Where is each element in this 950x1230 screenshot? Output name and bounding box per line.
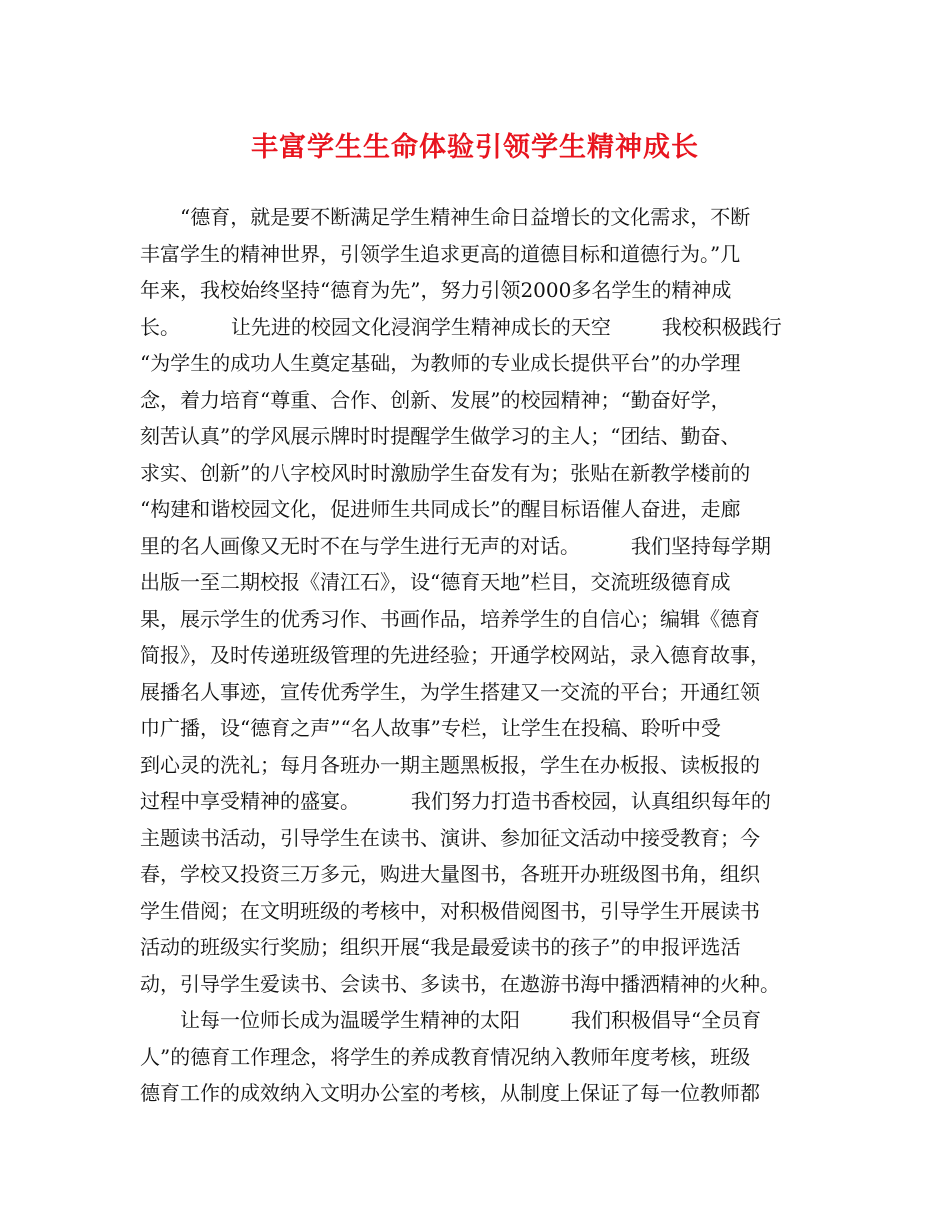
body-line: 展播名人事迹，宣传优秀学生，为学生搭建又一交流的平台；开通红领 (140, 679, 760, 704)
body-line: 出版一至二期校报《清江石》，设“德育天地”栏目，交流班级德育成 (140, 570, 731, 594)
body-line: 德育工作的成效纳入文明办公室的考核，从制度上保证了每一位教师都 (140, 1081, 760, 1105)
body-line: 里的名人画像又无时不在与学生进行无声的对话。 我们坚持每学期 (140, 533, 771, 558)
body-line: 简报》，及时传递班级管理的先进经验；开通学校网站，录入德育故事， (140, 643, 770, 667)
body-line: 到心灵的洗礼；每月各班办一期主题黑板报，学生在办板报、读板报的 (140, 752, 760, 777)
body-line: 活动的班级实行奖励；组织开展“我是最爱读书的孩子”的申报评选活 (140, 935, 741, 959)
body-line: 刻苦认真”的学风展示牌时时提醒学生做学习的主人；“团结、勤奋、 (140, 424, 741, 448)
body-line: 长。 让先进的校园文化浸润学生精神成长的天空 我校积极践行 (140, 314, 782, 339)
body-line: 念，着力培育“尊重、合作、创新、发展”的校园精神；“勤奋好学， (140, 387, 731, 412)
body-line: “德育，就是要不断满足学生精神生命日益增长的文化需求，不断 (180, 205, 751, 229)
body-line: 果，展示学生的优秀习作、书画作品，培养学生的自信心；编辑《德育 (140, 606, 760, 631)
body-line: 春，学校又投资三万多元，购进大量图书，各班开办班级图书角，组织 (140, 862, 760, 886)
document-title: 丰富学生生命体验引领学生精神成长 (251, 132, 699, 163)
body-line: 学生借阅；在文明班级的考核中，对积极借阅图书，引导学生开展读书 (140, 898, 760, 923)
body-line: 丰富学生的精神世界，引领学生追求更高的道德目标和道德行为。”几 (140, 241, 741, 266)
body-line: 主题读书活动，引导学生在读书、演讲、参加征文活动中接受教育；今 (140, 825, 760, 850)
body-line: “为学生的成功人生奠定基础，为教师的专业成长提供平台”的办学理 (140, 351, 741, 375)
body-line: 动，引导学生爱读书、会读书、多读书，在遨游书海中播洒精神的火种。 (140, 971, 780, 996)
body-line: 人”的德育工作理念，将学生的养成教育情况纳入教师年度考核，班级 (140, 1044, 751, 1069)
document-body (140, 199, 830, 1112)
body-line: “构建和谐校园文化，促进师生共同成长”的醒目标语催人奋进，走廊 (140, 497, 741, 521)
body-line: 过程中享受精神的盛宴。 我们努力打造书香校园，认真组织每年的 (140, 789, 771, 813)
body-line: 年来，我校始终坚持“德育为先”，努力引领2000多名学生的精神成 (140, 278, 732, 302)
body-line: 求实、创新”的八字校风时时激励学生奋发有为；张贴在新教学楼前的 (140, 460, 751, 485)
body-line: 巾广播，设“德育之声”“名人故事”专栏，让学生在投稿、聆听中受 (140, 716, 721, 740)
body-line: 让每一位师长成为温暖学生精神的太阳 我们积极倡导“全员育 (180, 1008, 762, 1032)
